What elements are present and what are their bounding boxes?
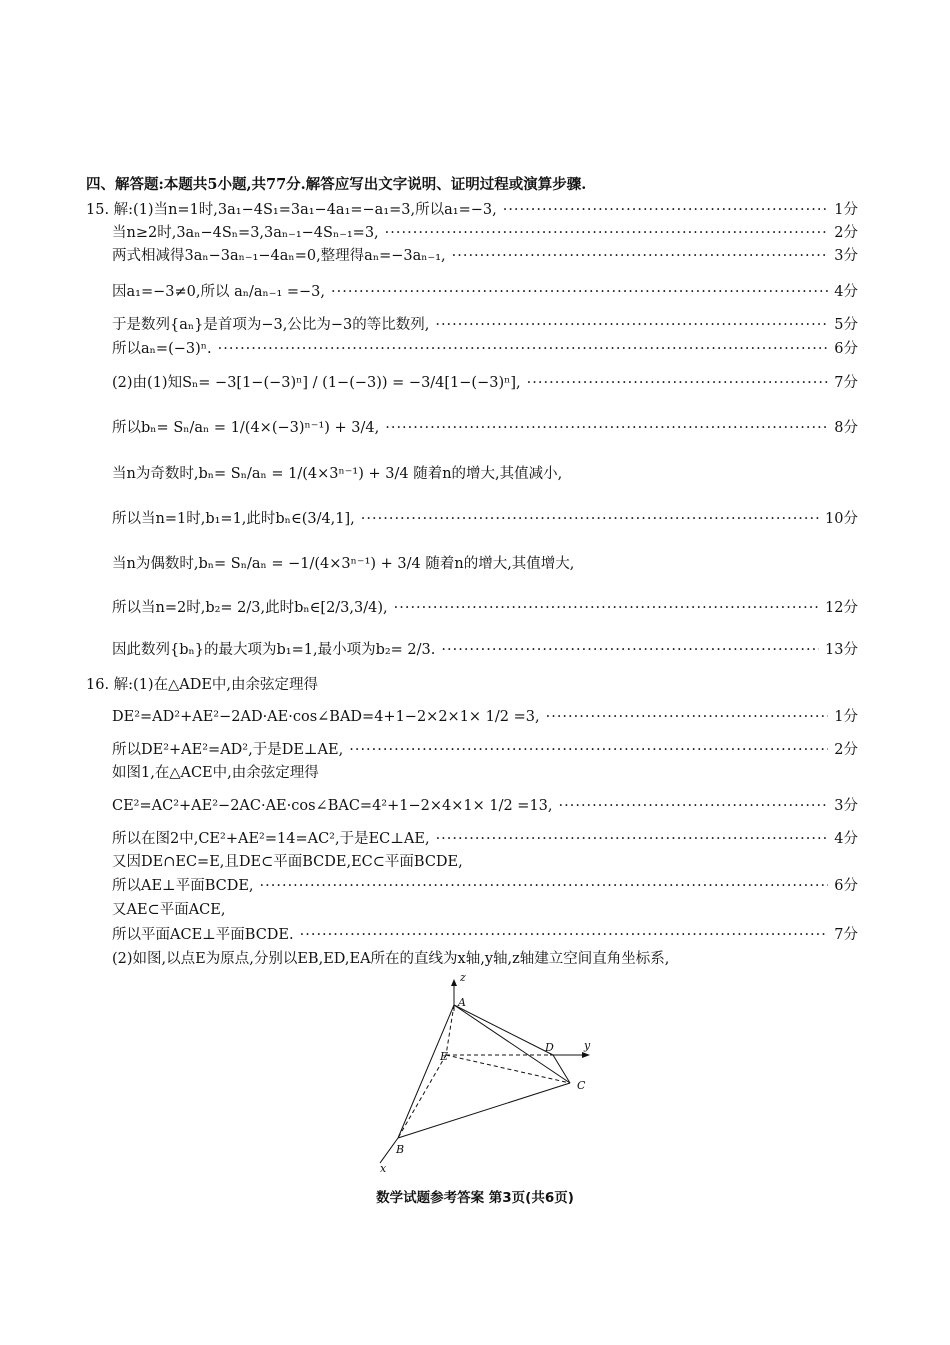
label-x: x [380,1162,387,1175]
score: 13分 [825,642,858,658]
z-axis-arrow [451,979,457,986]
label-A: A [458,996,466,1009]
q15-line-5: 于是数列{aₙ}是首项为−3,公比为−3的等比数列, ····· 5分 [112,316,858,334]
score: 1分 [834,202,858,218]
edge-EB [398,1055,446,1138]
q16-line-3: 所以DE²+AE²=AD²,于是DE⊥AE, ····· 2分 [112,741,858,759]
label-E: E [440,1050,449,1063]
score: 4分 [834,284,858,300]
score: 4分 [834,831,858,847]
edge-AD [454,1005,553,1055]
label-z: z [460,975,466,984]
score: 2分 [834,742,858,758]
q15-line-1: 15. 解:(1)当n=1时,3a₁−4S₁=3a₁−4a₁=−a₁=3,所以a₁=−3, ····· 1分 [86,201,858,219]
edge-EC [446,1055,570,1083]
q15-line-10: 所以当n=1时,b₁=1,此时bₙ∈(3/4,1], ····· 10分 [112,510,858,528]
q15-line-7: (2)由(1)知Sₙ= −3[1−(−3)ⁿ] / (1−(−3)) = −3/4[1−(−3)ⁿ], ····· 7分 [112,374,858,392]
y-axis-arrow [582,1052,590,1058]
q15-line-12: 所以当n=2时,b₂= 2/3,此时bₙ∈[2/3,3/4), ····· 12分 [112,599,858,617]
q16-line-7: 又因DE∩EC=E,且DE⊂平面BCDE,EC⊂平面BCDE, [112,854,463,870]
score: 12分 [825,600,858,616]
q16-line-9: 又AE⊂平面ACE, [112,902,226,918]
score: 1分 [834,709,858,725]
q16-line-8: 所以AE⊥平面BCDE, ····· 6分 [112,877,858,895]
label-B: B [396,1143,405,1156]
edge-AE [446,1005,454,1055]
q15-line-9: 当n为奇数时,bₙ= Sₙ/aₙ = 1/(4×3ⁿ⁻¹) + 3/4 随着n的增大,其值减小, [112,466,563,482]
score: 5分 [834,317,858,333]
q15-line-2: 当n≥2时,3aₙ−4Sₙ=3,3aₙ₋₁−4Sₙ₋₁=3, ····· 2分 [112,224,858,242]
label-D: D [545,1041,554,1054]
label-y: y [584,1039,591,1052]
edge-AB [398,1005,454,1138]
q16-line-6: 所以在图2中,CE²+AE²=14=AC²,于是EC⊥AE, ····· 4分 [112,830,858,848]
edge-BC [398,1083,570,1138]
q15-line-13: 因此数列{bₙ}的最大项为b₁=1,最小项为b₂= 2/3. ····· 13分 [112,641,858,659]
q15-line-4: 因a₁=−3≠0,所以 aₙ/aₙ₋₁ =−3, ····· 4分 [112,283,858,301]
q15-line-6: 所以aₙ=(−3)ⁿ. ····· 6分 [112,340,858,358]
q16-line-1: 16. 解:(1)在△ADE中,由余弦定理得 [86,677,319,693]
label-C: C [577,1079,586,1092]
q15-line-3: 两式相减得3aₙ−3aₙ₋₁−4aₙ=0,整理得aₙ=−3aₙ₋₁, ····· 3分 [112,247,858,265]
q16-line-5: CE²=AC²+AE²−2AC·AE·cos∠BAC=4²+1−2×4×1× 1/2 =13, ····· 3分 [112,797,858,815]
q15-line-11: 当n为偶数时,bₙ= Sₙ/aₙ = −1/(4×3ⁿ⁻¹) + 3/4 随着n的增大,其值增大, [112,556,575,572]
score: 8分 [834,420,858,436]
page-footer: 数学试题参考答案 第3页(共6页) [376,1190,574,1206]
score: 3分 [834,798,858,814]
score: 6分 [834,341,858,357]
q16-line-10: 所以平面ACE⊥平面BCDE. ····· 7分 [112,926,858,944]
q16-line-4: 如图1,在△ACE中,由余弦定理得 [112,765,319,781]
score: 2分 [834,225,858,241]
score: 3分 [834,248,858,264]
pyramid-figure [370,975,620,1175]
score: 10分 [825,511,858,527]
edge-DC [553,1055,570,1083]
q15-line-8: 所以bₙ= Sₙ/aₙ = 1/(4×(−3)ⁿ⁻¹) + 3/4, ····· 8分 [112,419,858,437]
score: 7分 [834,927,858,943]
q16-line-11: (2)如图,以点E为原点,分别以EB,ED,EA所在的直线为x轴,y轴,z轴建立空间直角坐标系, [112,951,670,967]
q16-line-2: DE²=AD²+AE²−2AD·AE·cos∠BAD=4+1−2×2×1× 1/2 =3, ····· 1分 [112,708,858,726]
score: 6分 [834,878,858,894]
section-header: 四、解答题:本题共5小题,共77分.解答应写出文字说明、证明过程或演算步骤. [86,176,587,193]
score: 7分 [834,375,858,391]
